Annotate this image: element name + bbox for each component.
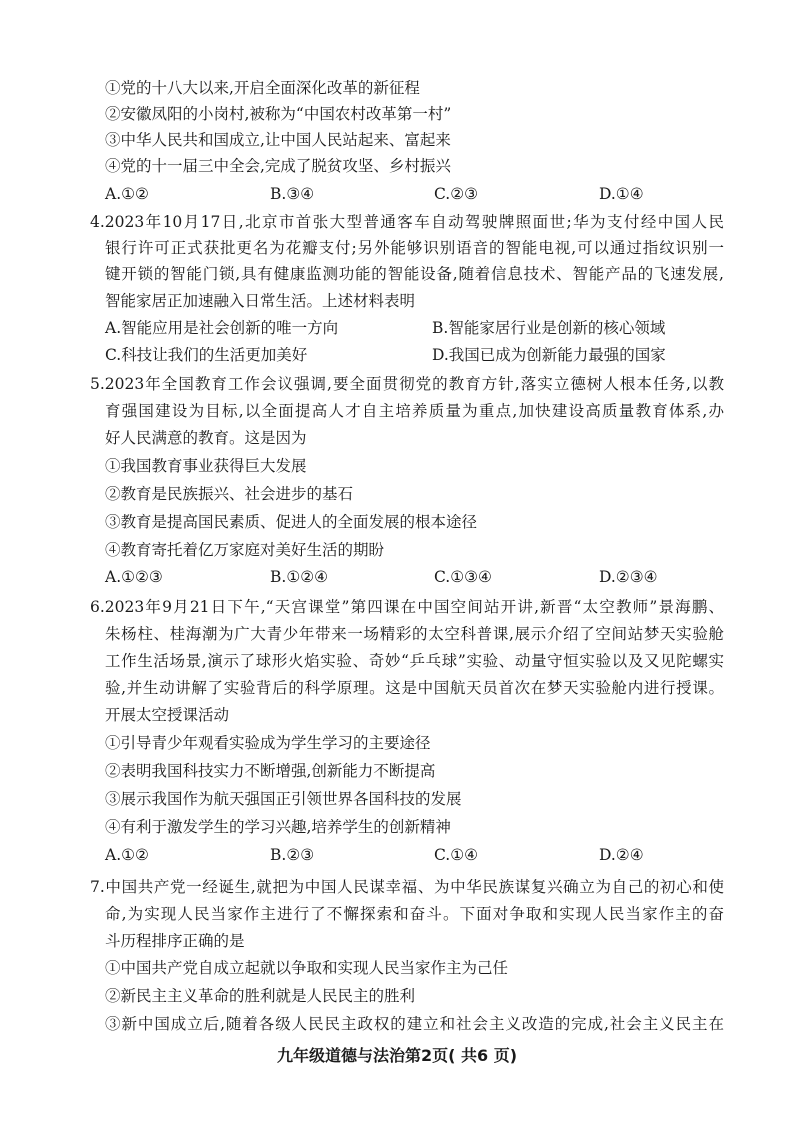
q5-stem-line-2: 育强国建设为目标,以全面提高人才自主培养质量为重点,加快建设高质量教育体系,办	[105, 402, 724, 420]
q6-stem-line-4: 验,并生动讲解了实验背后的科学原理。这是中国航天员首次在梦天实验舱内进行授课。	[105, 679, 724, 697]
q5-option-a: A.①②③	[105, 568, 163, 586]
q5-stem-line-1: 5.2023年全国教育工作会议强调,要全面贯彻党的教育方针,落实立德树人根本任务,以教	[90, 375, 724, 393]
q4-option-b: B.智能家居行业是创新的核心领域	[432, 319, 666, 337]
q4-stem-line-1: 4.2023年10月17日,北京市首张大型普通客车自动驾驶牌照面世;华为支付经中国人民	[90, 213, 724, 231]
q6-item-3: ③展示我国作为航天强国正引领世界各国科技的发展	[105, 790, 462, 808]
q6-stem-line-1: 6.2023年9月21日下午,“天宫课堂”第四课在中国空间站开讲,新晋“太空教师”景海鹏、	[90, 598, 724, 616]
q6-stem-line-3: 工作生活场景,演示了球形火焰实验、奇妙“乒乓球”实验、动量守恒实验以及又见陀螺实	[105, 652, 724, 670]
q5-item-4: ④教育寄托着亿万家庭对美好生活的期盼	[105, 541, 385, 559]
q6-option-c: C.①④	[434, 846, 479, 864]
q5-option-c: C.①③④	[434, 568, 492, 586]
q6-options	[105, 845, 725, 865]
q5-item-3: ③教育是提高国民素质、促进人的全面发展的根本途径	[105, 513, 478, 531]
q6-item-2: ②表明我国科技实力不断增强,创新能力不断提高	[105, 762, 436, 780]
q3-item-3: ③中华人民共和国成立,让中国人民站起来、富起来	[105, 131, 451, 149]
q6-option-d: D.②④	[599, 846, 644, 864]
q5-option-d: D.②③④	[599, 568, 658, 586]
q4-option-c: C.科技让我们的生活更加美好	[105, 346, 308, 364]
q5-item-1: ①我国教育事业获得巨大发展	[105, 457, 307, 475]
q3-option-b: B.③④	[270, 185, 315, 203]
q7-item-3: ③新中国成立后,随着各级人民民主政权的建立和社会主义改造的完成,社会主义民主在	[105, 1015, 724, 1033]
q5-option-b: B.①②④	[270, 568, 329, 586]
q4-stem-line-4: 智能家居正加速融入日常生活。上述材料表明	[105, 292, 416, 310]
q5-stem-line-3: 好人民满意的教育。这是因为	[105, 429, 307, 447]
q6-option-b: B.②③	[270, 846, 315, 864]
q6-item-1: ①引导青少年观看实验成为学生学习的主要途径	[105, 734, 431, 752]
q3-item-1: ①党的十八大以来,开启全面深化改革的新征程	[105, 79, 420, 97]
q4-option-a: A.智能应用是社会创新的唯一方向	[105, 319, 339, 337]
q4-option-d: D.我国已成为创新能力最强的国家	[432, 346, 666, 364]
q7-stem-line-1: 7.中国共产党一经诞生,就把为中国人民谋幸福、为中华民族谋复兴确立为自己的初心和使	[90, 878, 724, 896]
q3-item-2: ②安徽凤阳的小岗村,被称为“中国农村改革第一村”	[105, 105, 452, 123]
q6-stem-line-2: 朱杨柱、桂海潮为广大青少年带来一场精彩的太空科普课,展示介绍了空间站梦天实验舱	[105, 625, 724, 643]
q6-option-a: A.①②	[105, 846, 149, 864]
q7-stem-line-2: 命,为实现人民当家作主进行了不懈探索和奋斗。下面对争取和实现人民当家作主的奋	[105, 905, 724, 923]
q5-item-2: ②教育是民族振兴、社会进步的基石	[105, 485, 354, 503]
q7-item-2: ②新民主主义革命的胜利就是人民民主的胜利	[105, 987, 416, 1005]
q4-stem-line-2: 银行许可正式获批更名为花瓣支付;另外能够识别语音的智能电视,可以通过指纹识别一	[105, 239, 724, 257]
q6-stem-line-5: 开展太空授课活动	[105, 706, 230, 724]
q7-stem-line-3: 斗历程排序正确的是	[105, 932, 245, 950]
q3-item-4: ④党的十一届三中全会,完成了脱贫攻坚、乡村振兴	[105, 157, 451, 175]
q4-stem-line-3: 键开锁的智能门锁,具有健康监测功能的智能设备,随着信息技术、智能产品的飞速发展,	[105, 265, 724, 283]
q3-option-c: C.②③	[434, 185, 479, 203]
page-footer: 九年级道德与法治第2页( 共6 页)	[276, 1046, 518, 1065]
q7-item-1: ①中国共产党自成立起就以争取和实现人民当家作主为己任	[105, 959, 509, 977]
q5-options	[105, 567, 725, 587]
q3-option-a: A.①②	[105, 185, 149, 203]
q3-option-d: D.①④	[599, 185, 644, 203]
q3-options	[105, 184, 725, 204]
q6-item-4: ④有利于激发学生的学习兴趣,培养学生的创新精神	[105, 818, 451, 836]
